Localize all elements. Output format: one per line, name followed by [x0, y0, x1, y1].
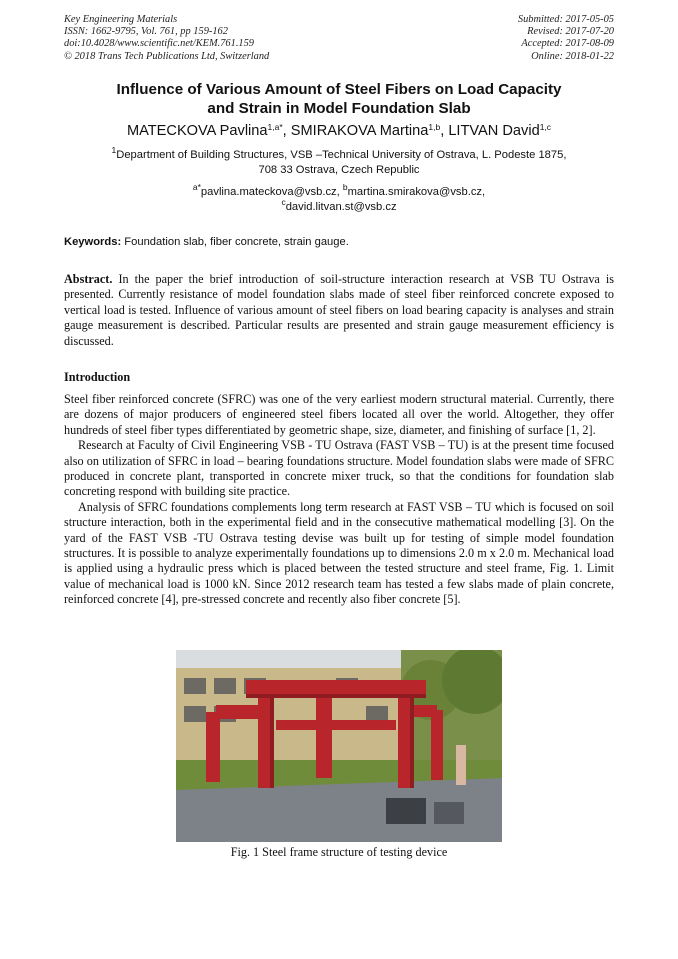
email-b[interactable]: martina.smirakova@vsb.cz,: [347, 186, 486, 198]
paper-title: [40, 80, 638, 118]
equipment-case: [386, 798, 426, 824]
accepted-date: Accepted: 2017-08-09: [521, 38, 614, 50]
abstract-label: Abstract.: [64, 272, 113, 286]
introduction-heading: Introduction: [64, 370, 131, 384]
intro-paragraph: Research at Faculty of Civil Engineering VSB - TU Ostrava (FAST VSB – TU) is at the present time focused also on utilization of SFRC in load – bearing foundations structure. Model foundation slabs were made of SFRC produced in concrete plant, transported in concrete mixer truck, so that the conditions for foundation slab concreting respond with building site practice.: [64, 438, 614, 499]
author-name: LITVAN David: [448, 123, 540, 139]
author-separator: ,: [282, 123, 291, 139]
intro-paragraph: Steel fiber reinforced concrete (SFRC) was one of the very earliest modern structural material. Currently, there are dozens of major producers of engineered steel fibers located all over the world. Altogether, they offer hundreds of steel fiber types differentiated by geometric shape, size, diameter, and finishing of surface [1, 2].: [64, 392, 614, 437]
affiliation-line-2: 708 33 Ostrava, Czech Republic: [258, 163, 420, 176]
title-line-1: Influence of Various Amount of Steel Fibers on Load Capacity: [116, 81, 562, 98]
figure-caption: Fig. 1 Steel frame structure of testing device: [230, 845, 448, 859]
abstract: [64, 272, 614, 349]
revised-date: Revised: 2017-07-20: [527, 26, 614, 38]
keywords-label: Keywords:: [64, 236, 122, 248]
affiliation-line-1: Department of Building Structures, VSB –Technical University of Ostrava, L. Podeste 1875,: [116, 149, 567, 161]
abstract-text: In the paper the brief introduction of soil-structure interaction research at VSB TU Ostrava is presented. Currently resistance of model foundation slabs made of steel fiber reinforced concrete exposed to vertical load is tested. Influence of various amount of steel fibers on load bearing capacity is analyses and strain gauge measurement is described. Particular results are presented and strain gauge measurement efficiency is discussed.: [64, 272, 614, 348]
author-list: [40, 122, 638, 140]
title-line-2: and Strain in Model Foundation Slab: [207, 100, 471, 117]
issn-line: ISSN: 1662-9795, Vol. 761, pp 159-162: [64, 26, 228, 38]
author-superscript: 1,b: [428, 122, 441, 132]
steel-frame-photo: [176, 650, 502, 842]
email-a[interactable]: pavlina.mateckova@vsb.cz,: [200, 186, 343, 198]
figure-photo: [176, 650, 502, 842]
email-c[interactable]: david.litvan.st@vsb.cz: [285, 200, 397, 213]
keywords-text: Foundation slab, fiber concrete, strain gauge.: [121, 236, 349, 248]
email-a-superscript: a*: [192, 182, 201, 192]
introduction-body: [64, 392, 614, 608]
equipment-box: [434, 802, 464, 824]
author-superscript: 1,a*: [267, 122, 283, 132]
person: [456, 745, 466, 785]
author-name: MATECKOVA Pavlina: [126, 123, 268, 139]
journal-header-right: [518, 14, 614, 63]
email-c-superscript: c: [281, 196, 286, 207]
author-separator: ,: [440, 123, 449, 139]
copyright-line: © 2018 Trans Tech Publications Ltd, Switzerland: [64, 50, 270, 62]
submitted-date: Submitted: 2017-05-05: [517, 14, 614, 25]
online-date: Online: 2018-01-22: [531, 50, 614, 62]
journal-name: Key Engineering Materials: [64, 14, 178, 25]
author-superscript: 1,c: [539, 122, 552, 132]
affiliation-superscript: 1: [111, 145, 117, 155]
author-name: SMIRAKOVA Martina: [290, 123, 429, 139]
affiliation: [60, 145, 618, 177]
doi-line: doi:10.4028/www.scientific.net/KEM.761.159: [64, 38, 254, 50]
intro-paragraph: Analysis of SFRC foundations complements long term research at FAST VSB – TU which is focused on soil structure interaction, both in the experimental field and in the consecutive mathematical modelling [3]. On the yard of the FAST VSB -TU Ostrava testing devise was built up for testing of simple model foundation structures. It is possible to analyze experimentally foundations up to dimensions 2.0 m x 2.0 m. Mechanical load is applied using a hydraulic press which is placed between the tested structure and steel frame, Fig. 1. Limit value of mechanical load is 1000 kN. Since 2012 research team has tested a few slabs made of plain concrete, reinforced concrete [4], pre-stressed concrete and recently also fiber concrete [5].: [64, 499, 614, 607]
keywords: [64, 235, 614, 249]
journal-header-left: [64, 14, 269, 63]
author-emails: [60, 182, 618, 214]
email-b-superscript: b: [342, 182, 348, 192]
